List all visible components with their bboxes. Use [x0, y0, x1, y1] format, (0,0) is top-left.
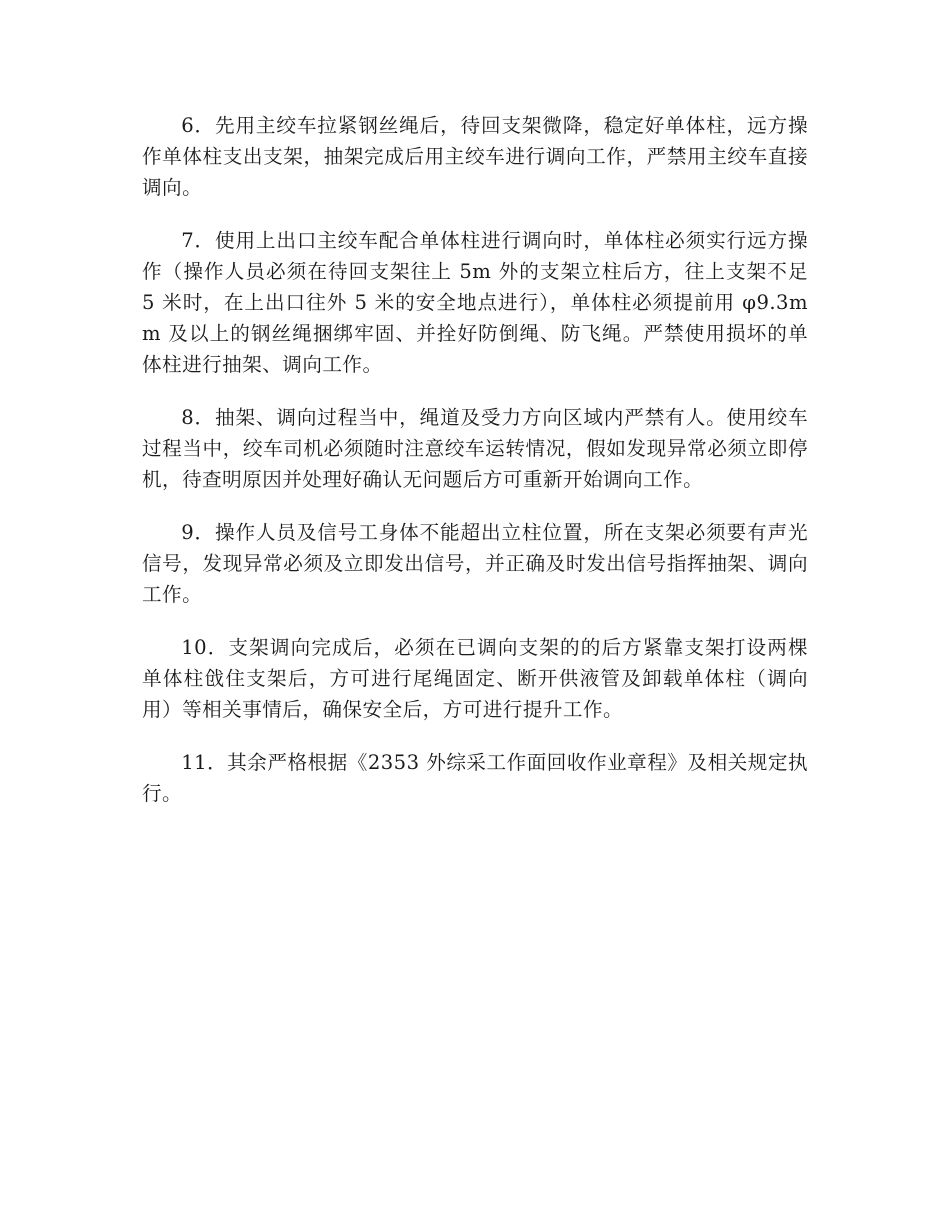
paragraph-item-8: 8．抽架、调向过程当中，绳道及受力方向区域内严禁有人。使用绞车过程当中，绞车司机必须随时注意绞车运转情况，假如发现异常必须立即停机，待查明原因并处理好确认无问题后方可重新开始调向工作。 — [142, 406, 808, 491]
paragraph-item-6: 6．先用主绞车拉紧钢丝绳后，待回支架微降，稳定好单体柱，远方操作单体柱支出支架，抽架完成后用主绞车进行调向工作，严禁用主绞车直接调向。 — [142, 114, 808, 199]
paragraph-item-7: 7．使用上出口主绞车配合单体柱进行调向时，单体柱必须实行远方操作（操作人员必须在待回支架往上 5m 外的支架立柱后方，往上支架不足 5 米时，在上出口往外 5 米的安全地点进行），单体柱必须提前用 φ9.3mm 及以上的钢丝绳捆绑牢固、并拴好防倒绳、防飞绳。严禁使用损坏的单体柱进行抽架、调向工作。 — [142, 229, 808, 376]
document-body — [142, 110, 808, 831]
paragraph-item-11: 11．其余严格根据《2353 外综采工作面回收作业章程》及相关规定执行。 — [142, 751, 808, 805]
paragraph-item-9: 9．操作人员及信号工身体不能超出立柱位置，所在支架必须要有声光信号，发现异常必须及立即发出信号，并正确及时发出信号指挥抽架、调向工作。 — [142, 521, 808, 606]
paragraph-item-10: 10．支架调向完成后，必须在已调向支架的的后方紧靠支架打设两棵单体柱戗住支架后，方可进行尾绳固定、断开供液管及卸载单体柱（调向用）等相关事情后，确保安全后，方可进行提升工作。 — [142, 636, 808, 721]
